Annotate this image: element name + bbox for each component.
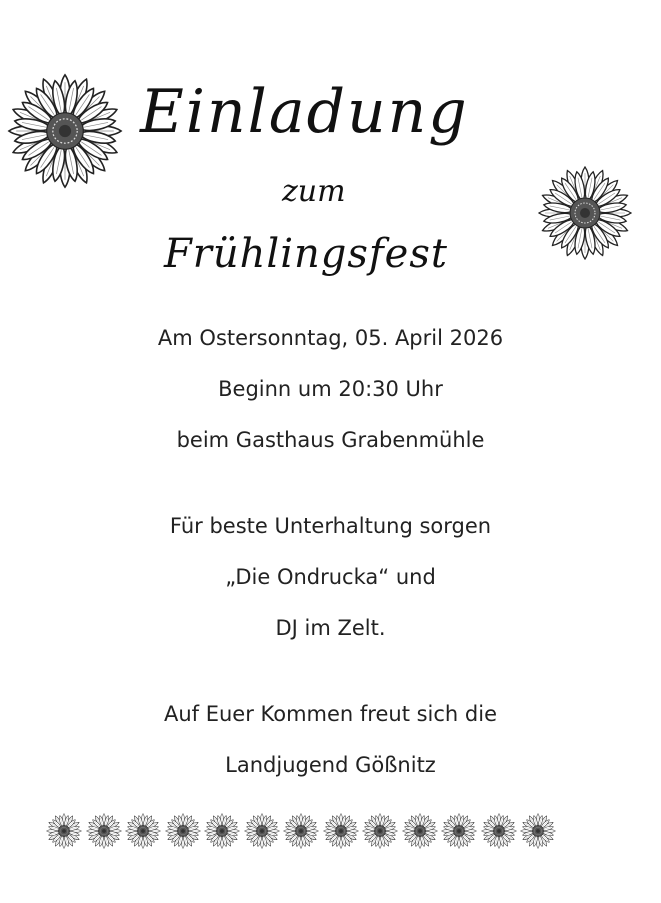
daisy-icon — [124, 812, 162, 850]
daisy-icon — [480, 812, 518, 850]
daisy-icon-svg — [535, 163, 635, 263]
entertainment-dj: DJ im Zelt. — [275, 616, 386, 640]
daisy-icon — [4, 70, 126, 192]
event-date: Am Ostersonntag, 05. April 2026 — [157, 326, 504, 350]
daisy-icon-svg — [519, 812, 557, 850]
daisy-icon — [164, 812, 202, 850]
daisy-icon-svg — [401, 812, 439, 850]
daisy-icon-svg — [361, 812, 399, 850]
daisy-icon — [519, 812, 557, 850]
daisy-icon-svg — [243, 812, 281, 850]
daisy-icon — [203, 812, 241, 850]
footer-flower-border — [45, 812, 565, 852]
invitation-title: Einladung — [140, 77, 469, 147]
daisy-icon-svg — [440, 812, 478, 850]
daisy-icon-svg — [322, 812, 360, 850]
entertainment-line: Für beste Unterhaltung sorgen — [169, 514, 492, 538]
daisy-icon — [440, 812, 478, 850]
daisy-icon-svg — [45, 812, 83, 850]
daisy-icon — [401, 812, 439, 850]
entertainment-band: „Die Ondrucka“ und — [225, 565, 436, 589]
daisy-icon-svg — [4, 70, 126, 192]
daisy-icon-svg — [203, 812, 241, 850]
daisy-icon-svg — [124, 812, 162, 850]
closing-line: Auf Euer Kommen freut sich die — [163, 702, 498, 726]
daisy-icon — [322, 812, 360, 850]
invitation-body — [0, 317, 661, 795]
organizer-name: Landjugend Gößnitz — [225, 753, 436, 777]
daisy-icon — [243, 812, 281, 850]
daisy-icon — [361, 812, 399, 850]
daisy-icon — [535, 163, 635, 263]
event-location: beim Gasthaus Grabenmühle — [176, 428, 485, 452]
daisy-icon — [282, 812, 320, 850]
subtitle-zum: zum — [282, 174, 346, 209]
subtitle-fruehlingsfest: Frühlingsfest — [164, 231, 448, 277]
event-start-time: Beginn um 20:30 Uhr — [218, 377, 443, 401]
daisy-icon — [85, 812, 123, 850]
daisy-icon-svg — [164, 812, 202, 850]
daisy-icon-svg — [282, 812, 320, 850]
daisy-icon — [45, 812, 83, 850]
daisy-icon-svg — [85, 812, 123, 850]
daisy-icon-svg — [480, 812, 518, 850]
